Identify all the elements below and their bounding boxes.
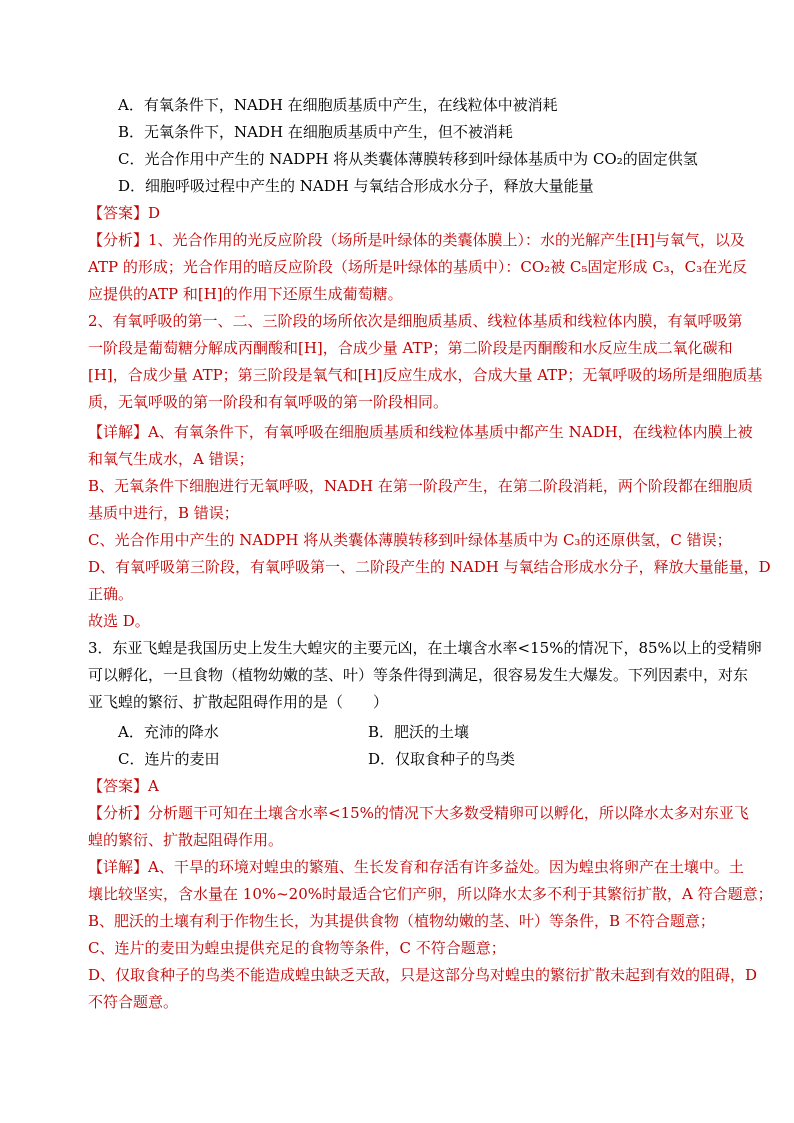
q2-option-d: D．细胞呼吸过程中产生的 NADH 与氧结合形成水分子，释放大量能量 <box>118 177 594 195</box>
q2-analysis-line-2: ATP 的形成；光合作用的暗反应阶段（场所是叶绿体的基质中）：CO₂被 C₅固定形成 C₃，C₃在光反 <box>88 258 748 276</box>
q2-analysis-line-5: 一阶段是葡萄糖分解成丙酮酸和[H]，合成少量 ATP；第二阶段是丙酮酸和水反应生成二氧化碳和 <box>88 339 733 357</box>
analysis-text: 1、光合作用的光反应阶段（场所是叶绿体的类囊体膜上）：水的光解产生[H]与氧气，以及 <box>148 231 745 249</box>
q2-detail-line-3: B、无氧条件下细胞进行无氧呼吸，NADH 在第一阶段产生，在第二阶段消耗，两个阶段都在细胞质 <box>88 477 753 495</box>
q2-answer-value: D <box>148 204 161 222</box>
detail-text: A、有氧条件下，有氧呼吸在细胞质基质和线粒体基质中都产生 NADH，在线粒体内膜上被 <box>148 423 753 441</box>
q2-analysis-line-1 <box>88 230 745 250</box>
q3-option-row-2 <box>118 749 219 769</box>
q2-detail-line-4: 基质中进行，B 错误； <box>88 504 239 522</box>
q3-detail-line-3: B、肥沃的土壤有利于作物生长，为其提供食物（植物幼嫩的茎、叶）等条件，B 不符合题意； <box>88 912 715 930</box>
q2-detail-line-2: 和氧气生成水，A 错误； <box>88 450 254 468</box>
q2-analysis-line-6: [H]，合成少量 ATP；第三阶段是氧气和[H]反应生成水，合成大量 ATP；无氧呼吸的场所是细胞质基 <box>88 366 763 384</box>
q3-option-b: B．肥沃的土壤 <box>368 723 470 741</box>
q3-detail-line-2: 壤比较坚实，含水量在 10%~20%时最适合它们产卵，所以降水太多不利于其繁衍扩散，A 符合题意； <box>88 885 773 903</box>
detail-tag: 【详解】 <box>88 858 149 876</box>
answer-tag: 【答案】 <box>88 777 149 795</box>
q2-option-b: B．无氧条件下，NADH 在细胞质基质中产生，但不被消耗 <box>118 123 513 141</box>
q2-detail-line-8: 故选 D。 <box>88 612 150 630</box>
q2-option-c: C．光合作用中产生的 NADPH 将从类囊体薄膜转移到叶绿体基质中为 CO₂的固定供氢 <box>118 150 698 168</box>
q2-analysis-line-7: 质，无氧呼吸的第一阶段和有氧呼吸的第一阶段相同。 <box>88 393 449 411</box>
detail-text: A、干旱的环境对蝗虫的繁殖、生长发育和存活有许多益处。因为蝗虫将卵产在土壤中。土 <box>148 858 744 876</box>
q3-analysis-line-2: 蝗的繁衍、扩散起阻碍作用。 <box>88 831 284 849</box>
analysis-text: 分析题干可知在土壤含水率<15%的情况下大多数受精卵可以孵化，所以降水太多对东亚飞 <box>148 804 749 822</box>
q2-option-a: A．有氧条件下，NADH 在细胞质基质中产生，在线粒体中被消耗 <box>118 96 558 114</box>
q2-detail-line-1 <box>88 422 753 442</box>
q3-analysis-line-1 <box>88 803 749 823</box>
answer-tag: 【答案】 <box>88 204 149 222</box>
q3-option-c: C．连片的麦田 <box>118 750 220 768</box>
q3-option-a: A．充沛的降水 <box>118 723 219 741</box>
q3-detail-line-5: D、仅取食种子的鸟类不能造成蝗虫缺乏天敌，只是这部分鸟对蝗虫的繁衍扩散未起到有效的阻碍，D <box>88 966 758 984</box>
q2-detail-line-5: C、光合作用中产生的 NADPH 将从类囊体薄膜转移到叶绿体基质中为 C₃的还原供氢，C 错误； <box>88 531 732 549</box>
q3-stem-line-1: 3．东亚飞蝗是我国历史上发生大蝗灾的主要元凶，在土壤含水率<15%的情况下，85%以上的受精卵 <box>88 639 762 657</box>
q3-answer-value: A <box>148 777 159 795</box>
analysis-tag: 【分析】 <box>88 804 149 822</box>
q2-detail-line-6: D、有氧呼吸第三阶段，有氧呼吸第一、二阶段产生的 NADH 与氧结合形成水分子，释放大量能量，D <box>88 558 771 576</box>
detail-tag: 【详解】 <box>88 423 149 441</box>
q3-stem-line-2: 可以孵化，一旦食物（植物幼嫩的茎、叶）等条件得到满足，很容易发生大爆发。下列因素中，对东 <box>88 666 749 684</box>
q3-detail-line-1 <box>88 857 744 877</box>
q3-detail-line-6: 不符合题意。 <box>88 993 179 1011</box>
q2-answer-line <box>88 203 160 223</box>
q2-detail-line-7: 正确。 <box>88 585 134 603</box>
q3-option-row-1 <box>118 722 219 742</box>
q3-stem-line-3: 亚飞蝗的繁衍、扩散起阻碍作用的是（ ） <box>88 693 389 711</box>
analysis-tag: 【分析】 <box>88 231 149 249</box>
q3-answer-line <box>88 776 159 796</box>
q3-option-d: D．仅取食种子的鸟类 <box>368 750 516 768</box>
q3-detail-line-4: C、连片的麦田为蝗虫提供充足的食物等条件，C 不符合题意； <box>88 939 506 957</box>
q2-analysis-line-4: 2、有氧呼吸的第一、二、三阶段的场所依次是细胞质基质、线粒体基质和线粒体内膜，有氧呼吸第 <box>88 312 743 330</box>
q2-analysis-line-3: 应提供的ATP 和[H]的作用下还原生成葡萄糖。 <box>88 285 403 303</box>
